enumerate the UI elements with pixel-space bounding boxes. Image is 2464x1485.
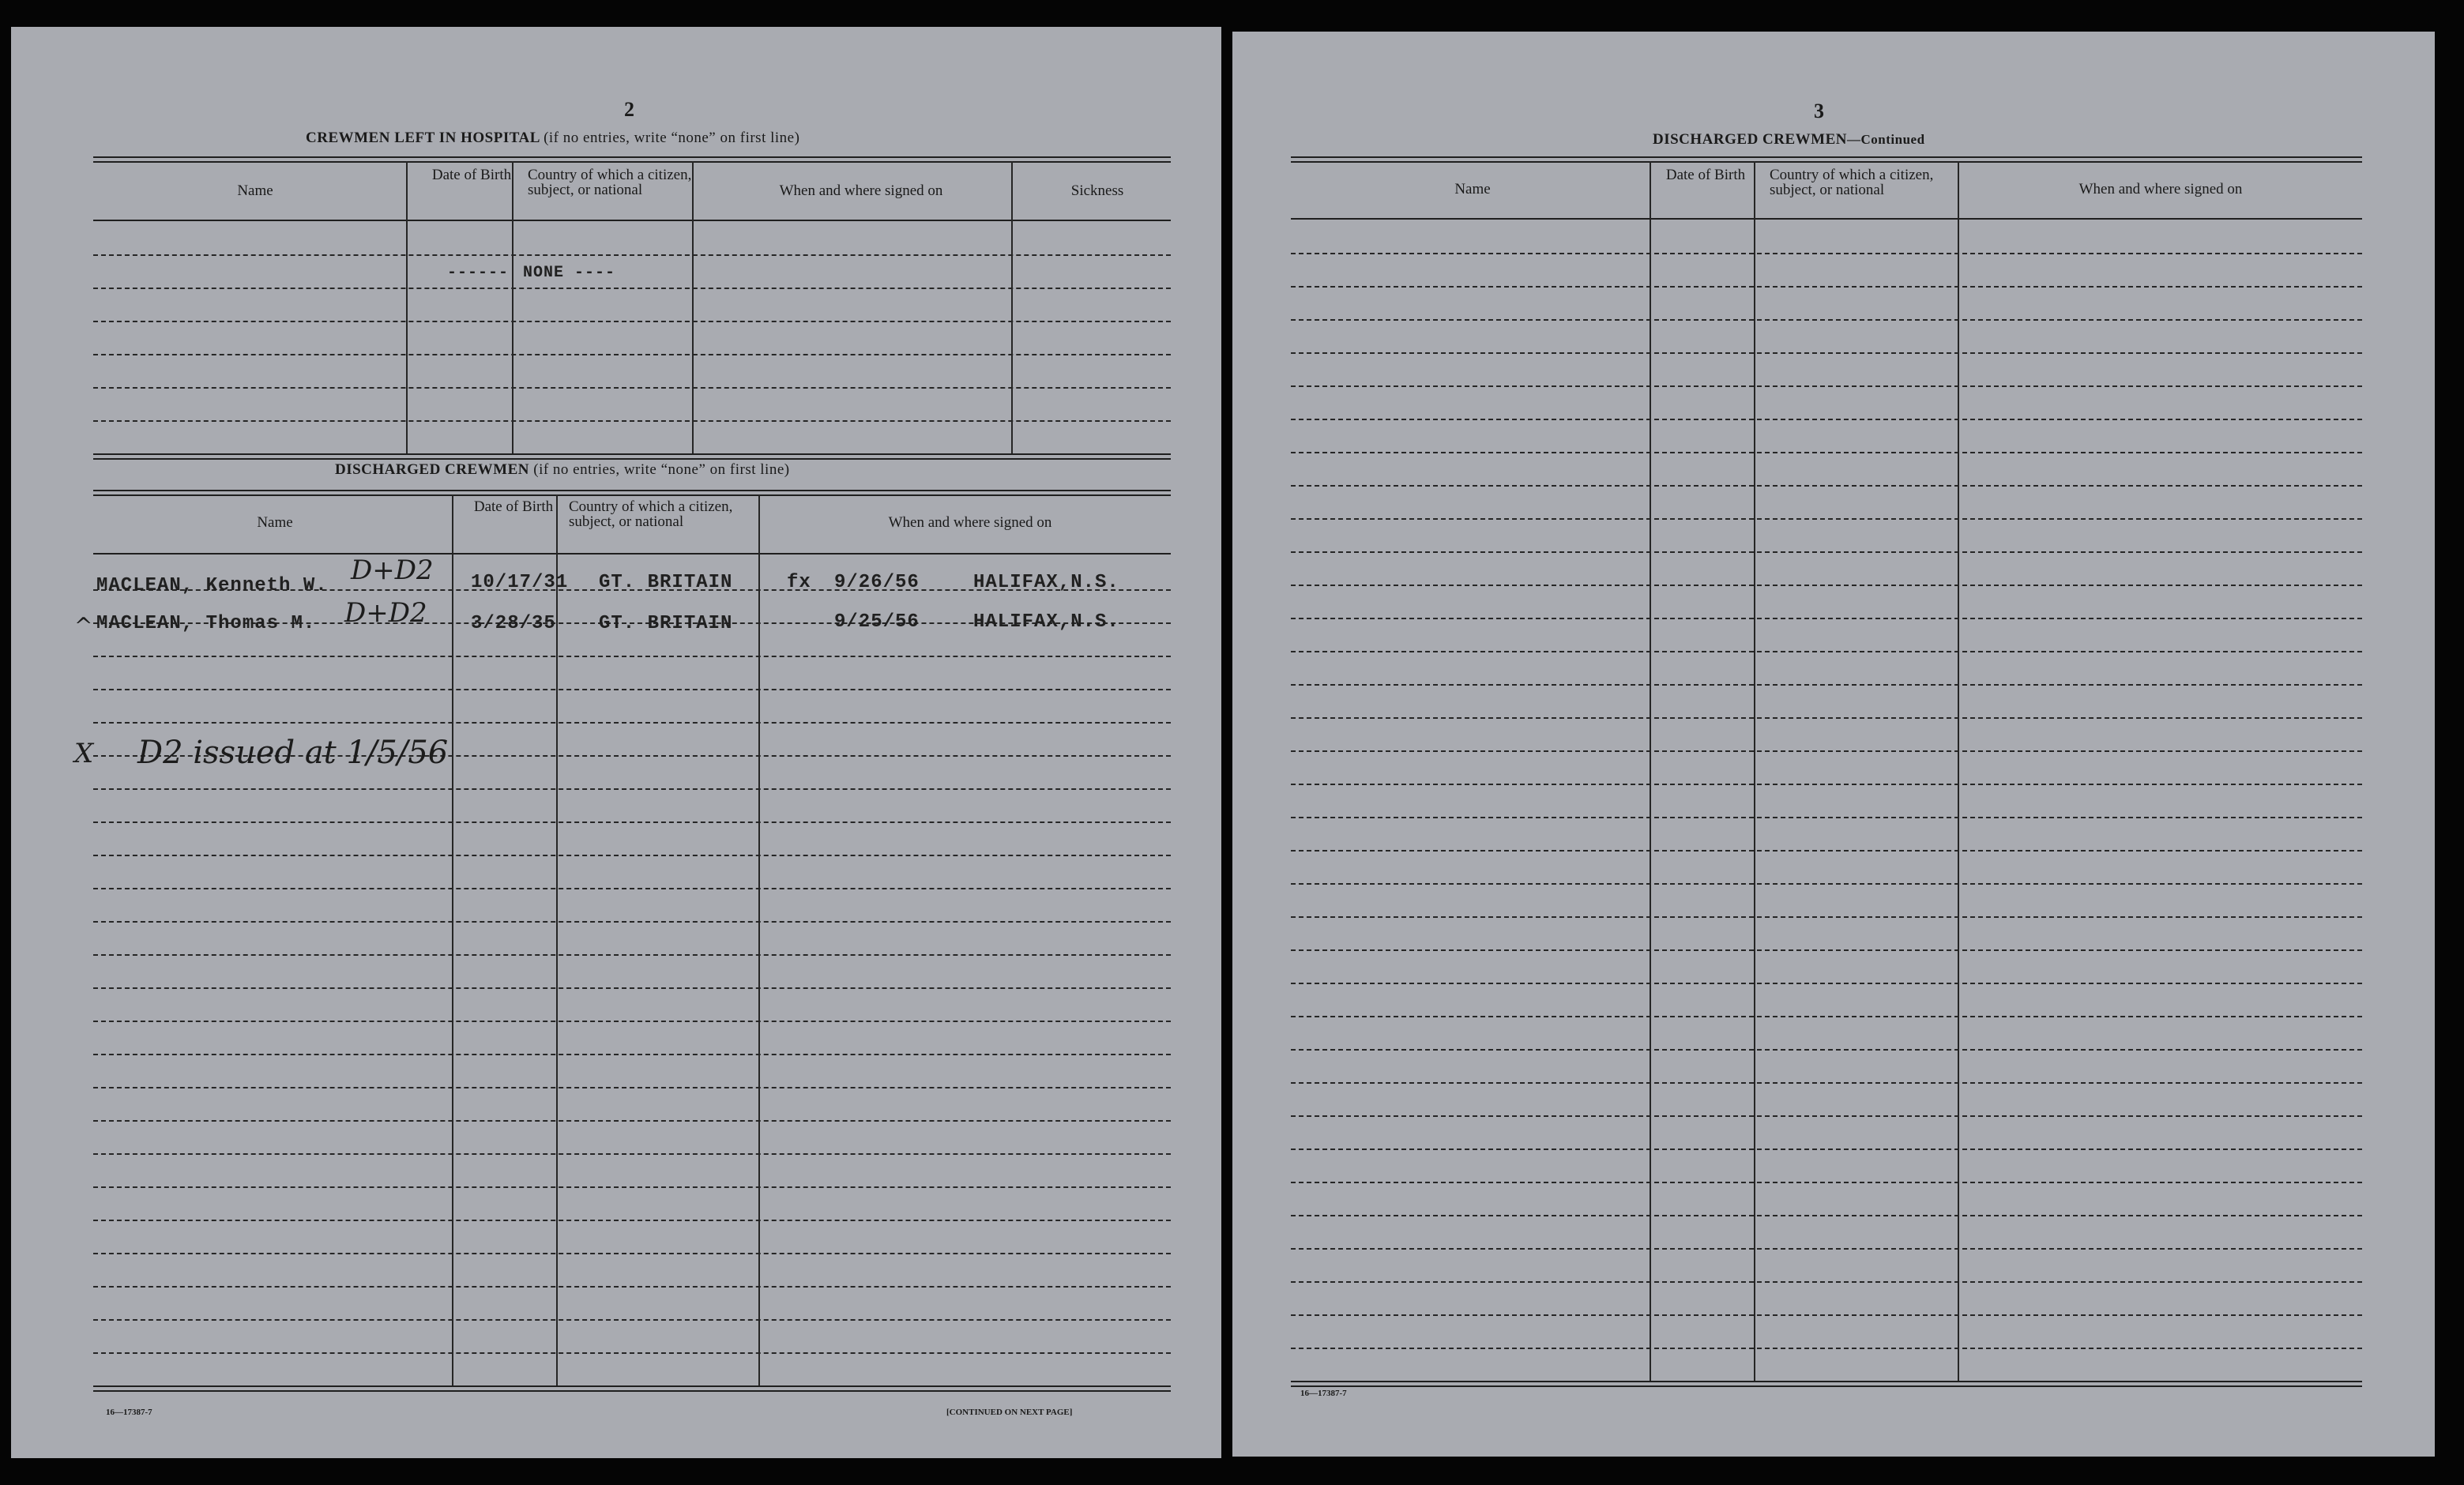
column-divider [452,494,453,1385]
row-line [1291,883,2362,885]
rule [93,161,1171,163]
crew-country: GT. BRITAIN [599,572,733,593]
rule [93,553,1171,555]
rule [93,220,1171,221]
row-line [93,722,1171,724]
row-line [1291,452,2362,453]
column-divider [556,494,558,1385]
row-line [1291,319,2362,321]
rule [93,490,1171,491]
row-line [93,954,1171,956]
discharged-title-text: DISCHARGED CREWMEN [335,461,529,478]
row-line [93,821,1171,823]
row-line [1291,485,2362,487]
column-divider [512,161,513,453]
row-line [93,1021,1171,1022]
row-line [1291,750,2362,752]
note-x-mark: X [74,738,94,769]
row-line [1291,949,2362,951]
crew-signed-prefix: fx [787,572,811,593]
row-line [93,656,1171,657]
row-line [93,1186,1171,1188]
rule [1291,161,2362,163]
row-line [1291,1082,2362,1084]
row-line [1291,817,2362,818]
row-line [1291,1182,2362,1183]
row-line [93,288,1171,289]
crew-signed-place: HALIFAX,N.S. [973,611,1119,633]
row-line [93,1352,1171,1354]
col-header-name: Name [1454,181,1491,197]
row-line [1291,618,2362,619]
row-line [1291,551,2362,553]
row-line [1291,651,2362,652]
row-line [93,1120,1171,1122]
column-divider [1650,161,1651,1381]
row-line [1291,1049,2362,1051]
form-code: 16—17387-7 [1300,1389,1347,1398]
crew-check-mark: ^ [74,613,93,639]
row-line [93,1087,1171,1088]
row-line [93,254,1171,256]
row-line [93,1286,1171,1288]
row-line [1291,1115,2362,1117]
discharged-section-title [335,461,790,479]
row-line [1291,1215,2362,1216]
row-line [1291,684,2362,686]
row-line [93,1253,1171,1254]
row-line [1291,850,2362,852]
hospital-title-text: CREWMEN LEFT IN HOSPITAL [306,130,540,146]
crew-signed-date: 9/25/56 [834,611,920,633]
discharged-continued-title [1653,131,1925,148]
row-line [93,1054,1171,1055]
row-line [93,855,1171,856]
rule [93,494,1171,496]
crew-handwritten-mark: D+D2 [351,555,434,586]
row-line [1291,352,2362,354]
row-line [93,987,1171,989]
column-divider [1754,161,1755,1381]
crew-name: MACLEAN, Thomas M. [96,613,316,634]
crew-name: MACLEAN, Kenneth W. [96,575,328,596]
crew-signed-date: 9/26/56 [834,572,920,593]
row-line [93,689,1171,690]
crew-dob: 10/17/31 [471,572,569,593]
row-line [1291,419,2362,420]
row-line [93,354,1171,355]
row-line [1291,784,2362,785]
col-header-signed: When and where signed on [888,514,1052,531]
hospital-entry-dash: ------ [447,264,510,282]
col-header-dob: Date of Birth [431,167,512,183]
page-number: 3 [1814,100,1824,122]
discharged-title-note: (if no entries, write “none” on first line) [533,461,790,478]
hospital-section-title [306,130,799,147]
rule [1291,156,2362,158]
row-line [1291,717,2362,719]
left-page [11,27,1221,1458]
row-line [93,1220,1171,1221]
hospital-title-note: (if no entries, write “none” on first line) [544,130,800,146]
row-line [1291,253,2362,254]
column-divider [758,494,760,1385]
row-line [93,420,1171,422]
crew-dob: 3/28/35 [471,613,556,634]
row-line [1291,1314,2362,1316]
row-line [93,788,1171,790]
rule [93,156,1171,158]
col-header-name: Name [237,182,273,199]
hospital-entry-none: NONE ---- [523,264,616,282]
col-header-country: Country of which a citizen, subject, or national [569,498,733,530]
handwritten-note: D2 issued at 1/5/56 [137,735,449,771]
col-header-dob: Date of Birth [1665,167,1746,183]
row-line [1291,1248,2362,1250]
row-line [93,921,1171,923]
form-code: 16—17387-7 [106,1408,152,1417]
right-page [1232,32,2435,1457]
crew-handwritten-mark: D+D2 [344,597,427,629]
column-divider [1958,161,1959,1381]
rule [93,1385,1171,1387]
page-number: 2 [624,98,634,121]
row-line [1291,916,2362,918]
col-header-country: Country of which a citizen, subject, or national [528,167,692,198]
column-divider [692,161,694,453]
crew-signed-place: HALIFAX,N.S. [973,572,1119,593]
row-line [1291,1016,2362,1017]
row-line [1291,585,2362,586]
rule [1291,1381,2362,1382]
row-line [1291,286,2362,288]
crew-country: GT. BRITAIN [599,613,733,634]
column-divider [1011,161,1013,453]
row-line [1291,1149,2362,1150]
rule [93,1390,1171,1392]
row-line [1291,1348,2362,1349]
continued-note: [CONTINUED ON NEXT PAGE] [946,1408,1073,1417]
row-line [93,387,1171,389]
row-line [1291,1281,2362,1283]
row-line [1291,385,2362,387]
continued-suffix: —Continued [1847,132,1925,147]
rule [1291,1385,2362,1387]
rule [93,453,1171,455]
rule [93,458,1171,460]
col-header-signed: When and where signed on [779,182,943,199]
row-line [93,1153,1171,1155]
row-line [93,888,1171,889]
col-header-dob: Date of Birth [473,498,554,515]
col-header-signed: When and where signed on [2078,181,2243,197]
row-line [93,1319,1171,1321]
row-line [93,321,1171,322]
discharged-continued-text: DISCHARGED CREWMEN [1653,131,1847,148]
col-header-sickness: Sickness [1070,182,1124,199]
row-line [1291,518,2362,520]
row-line [1291,983,2362,984]
col-header-country: Country of which a citizen, subject, or national [1770,167,1934,198]
col-header-name: Name [257,514,293,531]
column-divider [406,161,408,453]
rule [1291,218,2362,220]
